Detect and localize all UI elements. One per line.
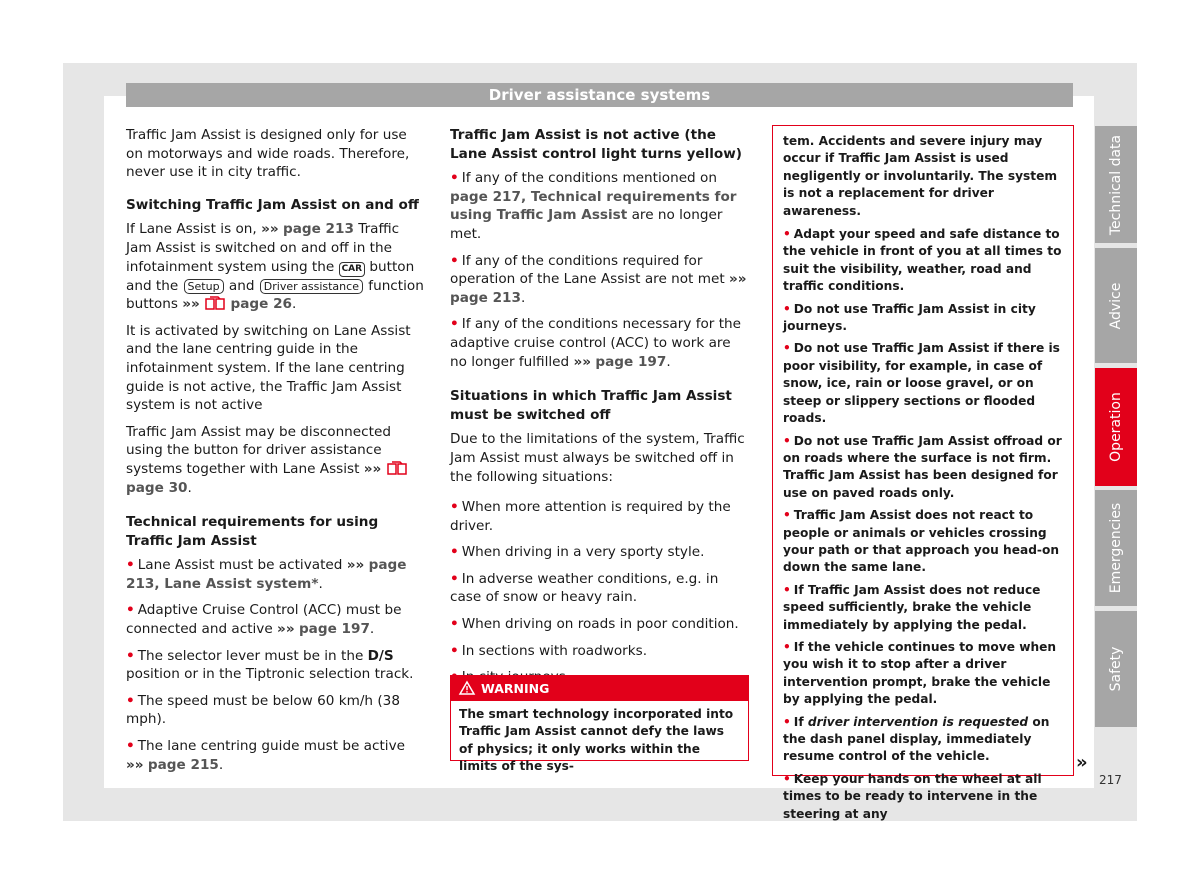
list-item bbox=[783, 582, 1064, 634]
text: and bbox=[224, 277, 259, 294]
bullet-icon: • bbox=[783, 433, 791, 448]
text: If any of the conditions necessary for the adaptive cruise control (ACC) to work are no longer fulfilled bbox=[450, 316, 742, 370]
continue-arrow-icon: » bbox=[1076, 752, 1088, 773]
text: The selector lever must be in the bbox=[137, 647, 368, 664]
bullet-icon: • bbox=[126, 557, 135, 574]
text: The lane centring guide must be active bbox=[137, 738, 405, 755]
list-item bbox=[783, 507, 1064, 577]
switch-paragraph-2: It is activated by switching on Lane Assist and the lane centring guide in the infotainment system. If the lane centring guide is not active, the Traffic Jam Assist system is not active bbox=[126, 322, 411, 414]
list-item bbox=[450, 315, 750, 371]
bullet-icon: • bbox=[450, 499, 459, 516]
switch-paragraph-1 bbox=[126, 220, 426, 313]
text: Adaptive Cruise Control (ACC) must be connected and active bbox=[126, 602, 402, 638]
text: position or in the Tiptronic selection track. bbox=[126, 666, 414, 683]
switch-paragraph-3 bbox=[126, 423, 426, 497]
tab-label: Emergencies bbox=[1108, 502, 1124, 594]
text: In adverse weather conditions, e.g. in case of snow or heavy rain. bbox=[450, 570, 719, 606]
text: When driving on roads in poor condition. bbox=[461, 616, 739, 633]
tab-label: Technical data bbox=[1108, 134, 1124, 235]
list-item bbox=[783, 771, 1064, 823]
text: button and the bbox=[126, 258, 415, 294]
page-link[interactable]: page 197 bbox=[595, 353, 667, 370]
page-link[interactable]: page 197 bbox=[298, 621, 370, 638]
list-item bbox=[126, 692, 426, 729]
text: . bbox=[369, 621, 375, 638]
text: Adapt your speed and safe distance to the vehicle in front of you at all times to suit the visibility, weather, road and traffic conditions. bbox=[783, 227, 1062, 294]
text: Traffic Jam Assist may be disconnected using the button for driver assistance systems together with Lane Assist bbox=[126, 423, 391, 477]
reference-arrow: »» bbox=[182, 296, 200, 313]
text: When driving in a very sporty style. bbox=[461, 544, 705, 561]
page-link[interactable]: page 215 bbox=[147, 756, 219, 773]
switch-off-intro: Due to the limitations of the system, Traffic Jam Assist must always be switched off in the following situations: bbox=[450, 431, 745, 485]
page-link[interactable]: page 217, Technical requirements for using Traffic Jam Assist bbox=[450, 188, 737, 224]
switch-off-heading: Situations in which Traffic Jam Assist must be switched off bbox=[450, 388, 732, 423]
text: If any of the conditions mentioned on bbox=[461, 170, 717, 187]
text: In sections with roadworks. bbox=[461, 642, 648, 659]
book-reference-icon bbox=[204, 296, 226, 310]
driver-assistance-key: Driver assistance bbox=[260, 279, 363, 294]
text: If bbox=[793, 714, 808, 729]
bullet-icon: • bbox=[126, 738, 135, 755]
setup-key: Setup bbox=[184, 279, 224, 294]
bullet-icon: • bbox=[450, 570, 459, 587]
text: function buttons bbox=[126, 277, 424, 313]
warning-triangle-icon bbox=[459, 681, 475, 695]
tab-label: Safety bbox=[1108, 646, 1124, 692]
list-item bbox=[126, 647, 426, 684]
list-item bbox=[450, 570, 750, 607]
warning-title: WARNING bbox=[481, 681, 550, 696]
reference-arrow: »» bbox=[573, 353, 592, 370]
text: Keep your hands on the wheel at all times to be ready to intervene in the steering at any bbox=[783, 771, 1042, 821]
reference-arrow: »» bbox=[346, 557, 365, 574]
tab-operation[interactable] bbox=[1095, 368, 1137, 486]
text: Do not use Traffic Jam Assist in city journeys. bbox=[783, 301, 1036, 334]
list-item bbox=[126, 556, 426, 593]
text: . bbox=[292, 296, 297, 313]
text: The speed must be below 60 km/h (38 mph). bbox=[126, 692, 400, 728]
text: If the vehicle continues to move when you wish it to stop after a driver intervention prompt, brake the vehicle by applying the pedal. bbox=[783, 639, 1057, 707]
book-reference-icon bbox=[386, 461, 408, 475]
warning-continued-intro: tem. Accidents and severe injury may occur if Traffic Jam Assist is used negligently or involuntarily. The system is not a replacement for driver awareness. bbox=[783, 134, 1058, 218]
list-item bbox=[450, 169, 750, 243]
text: . bbox=[187, 479, 192, 496]
page-link[interactable]: page 26 bbox=[230, 296, 292, 313]
bullet-icon: • bbox=[450, 170, 459, 187]
list-item bbox=[783, 340, 1064, 427]
bullet-icon: • bbox=[450, 544, 459, 561]
reference-arrow: »» bbox=[277, 621, 295, 638]
page-link[interactable]: page 213, Lane Assist system* bbox=[126, 557, 407, 592]
tab-safety[interactable] bbox=[1095, 611, 1137, 727]
tab-label: Operation bbox=[1108, 392, 1124, 462]
text: Do not use Traffic Jam Assist offroad or on roads where the surface is not firm. Traffic Jam Assist has been designed for use on paved roads only. bbox=[783, 433, 1062, 500]
bullet-icon: • bbox=[450, 252, 459, 269]
text: Lane Assist must be activated bbox=[137, 557, 347, 574]
list-item bbox=[783, 226, 1064, 296]
text: Traffic Jam Assist is switched on and off in the infotainment system using the bbox=[126, 221, 400, 275]
bullet-icon: • bbox=[783, 508, 791, 523]
tab-emergencies[interactable] bbox=[1095, 490, 1137, 606]
list-item bbox=[126, 737, 426, 774]
text: are no longer met. bbox=[450, 207, 723, 242]
section-header: Driver assistance systems bbox=[126, 83, 1073, 107]
reference-arrow: »» bbox=[728, 271, 747, 288]
bullet-icon: • bbox=[783, 582, 791, 597]
page-link[interactable]: page 30 bbox=[126, 479, 188, 496]
bullet-icon: • bbox=[783, 341, 791, 356]
list-item bbox=[450, 252, 750, 308]
bullet-icon: • bbox=[450, 316, 459, 333]
car-button-icon: CAR bbox=[339, 262, 366, 277]
switch-heading: Switching Traffic Jam Assist on and off bbox=[126, 196, 419, 213]
page-link[interactable]: page 213 bbox=[282, 221, 354, 238]
tech-heading: Technical requirements for using Traffic Jam Assist bbox=[126, 514, 379, 549]
text: If Traffic Jam Assist does not reduce speed sufficiently, brake the vehicle immediately by applying the pedal. bbox=[783, 582, 1041, 632]
emphasis-text: driver intervention is requested bbox=[807, 714, 1029, 729]
bullet-icon: • bbox=[783, 771, 791, 786]
reference-arrow: »» bbox=[363, 460, 382, 477]
bullet-icon: • bbox=[450, 616, 459, 633]
bullet-icon: • bbox=[783, 714, 791, 729]
list-item bbox=[783, 433, 1064, 503]
bullet-icon: • bbox=[126, 692, 135, 709]
tab-advice[interactable] bbox=[1095, 248, 1137, 363]
text: When more attention is required by the driver. bbox=[450, 499, 731, 534]
list-item bbox=[450, 615, 750, 634]
text: . bbox=[218, 756, 224, 773]
bullet-icon: • bbox=[783, 639, 791, 654]
text: . bbox=[318, 575, 323, 592]
list-item bbox=[450, 642, 750, 661]
bullet-icon: • bbox=[783, 301, 791, 316]
text: Do not use Traffic Jam Assist if there is poor visibility, for example, in case of snow, ice, rain or loose gravel, or on steep or slippery sections or flooded roads. bbox=[783, 341, 1060, 426]
tab-label: Advice bbox=[1108, 282, 1124, 329]
list-item bbox=[126, 601, 426, 638]
list-item bbox=[450, 498, 750, 535]
bullet-icon: • bbox=[126, 602, 135, 619]
page-number: 217 bbox=[1099, 773, 1122, 787]
bullet-icon: • bbox=[783, 227, 791, 242]
text: on the dash panel display, immediately resume control of the vehicle. bbox=[783, 714, 1050, 764]
warning-box bbox=[450, 675, 749, 774]
list-item bbox=[783, 639, 1064, 709]
column-middle bbox=[450, 126, 750, 695]
text: . bbox=[666, 353, 671, 370]
text: If Lane Assist is on, bbox=[126, 221, 262, 238]
list-item bbox=[783, 714, 1064, 766]
list-item bbox=[450, 543, 750, 562]
warning-text: The smart technology incorporated into Traffic Jam Assist cannot defy the laws of physics; it only works within the limits of the sys- bbox=[459, 707, 734, 774]
warning-header bbox=[451, 676, 748, 701]
text: Traffic Jam Assist does not react to people or animals or vehicles crossing your path or that approach you head-on down the same lane. bbox=[783, 508, 1060, 575]
page-link[interactable]: page 213 bbox=[450, 289, 521, 306]
not-active-heading: Traffic Jam Assist is not active (the Lane Assist control light turns yellow) bbox=[450, 127, 743, 162]
column-left bbox=[126, 126, 426, 782]
text: If any of the conditions required for operation of the Lane Assist are not met bbox=[450, 252, 729, 288]
reference-arrow: »» bbox=[261, 221, 279, 238]
bullet-icon: • bbox=[450, 642, 459, 659]
text: . bbox=[520, 289, 526, 306]
tab-technical-data[interactable] bbox=[1095, 126, 1137, 243]
reference-arrow: »» bbox=[126, 756, 144, 773]
intro-paragraph: Traffic Jam Assist is designed only for use on motorways and wide roads. Therefore, never use it in city traffic. bbox=[126, 127, 410, 181]
list-item bbox=[783, 301, 1064, 336]
bullet-icon: • bbox=[126, 647, 135, 664]
selector-position: D/S bbox=[367, 647, 394, 664]
warning-continued-box bbox=[772, 125, 1074, 821]
